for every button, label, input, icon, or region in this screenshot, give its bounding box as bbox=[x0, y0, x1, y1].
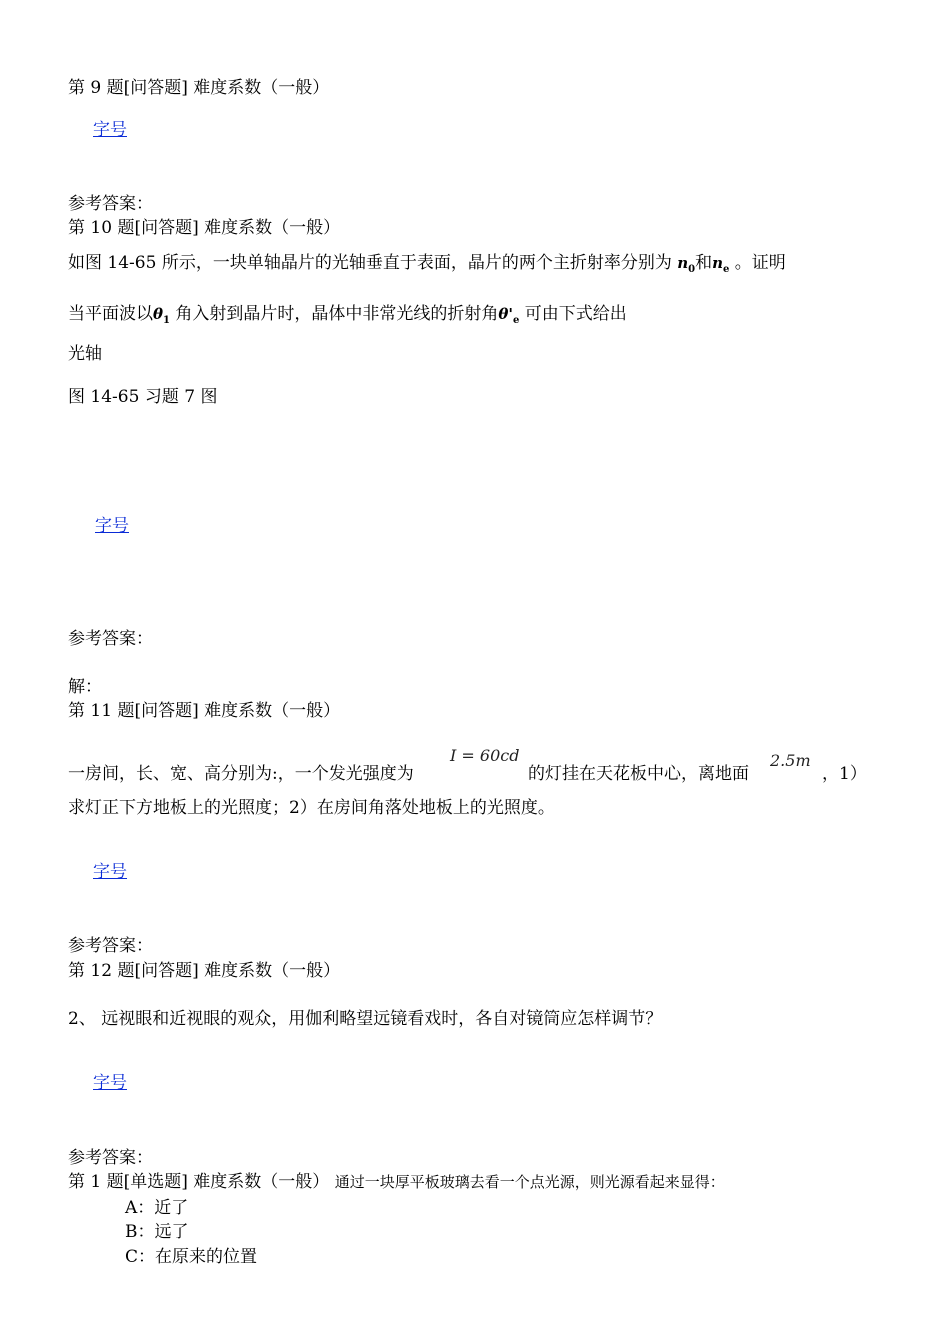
q1-option-b[interactable]: B：远了 bbox=[125, 1222, 189, 1242]
q11-line1-text-a: 一房间，长、宽、高分别为:，一个发光强度为 bbox=[68, 764, 414, 784]
q10-answer-label: 参考答案： bbox=[68, 629, 153, 649]
theta1-symbol: $\theta_1$ bbox=[153, 305, 170, 326]
q11-question-line1 bbox=[68, 762, 414, 786]
q10-line2-text-c: 可由下式给出 bbox=[524, 304, 627, 324]
q11-line1-text-c: ，1） bbox=[822, 764, 867, 784]
q12-font-size-link[interactable]: 字号 bbox=[93, 1073, 127, 1093]
q11-header: 第 11 题[问答题] 难度系数（一般） bbox=[68, 701, 341, 721]
height-formula: 2.5m bbox=[770, 751, 811, 770]
q10-solution-label: 解： bbox=[68, 677, 102, 697]
q10-axis-label: 光轴 bbox=[68, 344, 102, 364]
theta-e-symbol: $\theta'_e$ bbox=[498, 305, 520, 326]
q9-answer-label: 参考答案： bbox=[68, 194, 153, 214]
q10-line2-text-a: 当平面波以 bbox=[68, 304, 153, 324]
q1-option-a[interactable]: A：近了 bbox=[125, 1198, 189, 1218]
n0-symbol: $n_0$ bbox=[677, 254, 696, 275]
q1-option-c[interactable]: C：在原来的位置 bbox=[125, 1247, 258, 1267]
q10-line1-text-b: 和 bbox=[695, 253, 713, 273]
q12-question: 2、 远视眼和近视眼的观众，用伽利略望远镜看戏时，各自对镜筒应怎样调节？ bbox=[68, 1009, 663, 1029]
q10-font-size-link[interactable]: 字号 bbox=[95, 516, 129, 536]
q12-header: 第 12 题[问答题] 难度系数（一般） bbox=[68, 961, 341, 981]
q1-header-row bbox=[68, 1170, 725, 1194]
q9-header: 第 9 题[问答题] 难度系数（一般） bbox=[68, 78, 330, 98]
q12-answer-label: 参考答案： bbox=[68, 1148, 153, 1168]
q10-line1-text-c: 。证明 bbox=[734, 253, 786, 273]
q11-font-size-link[interactable]: 字号 bbox=[93, 862, 127, 882]
q10-question-line2 bbox=[68, 302, 627, 333]
q11-line1-text-b: 的灯挂在天花板中心，离地面 bbox=[528, 764, 749, 784]
q10-line2-text-b: 角入射到晶片时，晶体中非常光线的折射角 bbox=[175, 304, 499, 324]
q1-header: 第 1 题[单选题] 难度系数（一般） bbox=[68, 1172, 330, 1192]
q10-header: 第 10 题[问答题] 难度系数（一般） bbox=[68, 218, 341, 238]
q1-question: 通过一块厚平板玻璃去看一个点光源，则光源看起来显得： bbox=[334, 1173, 725, 1191]
ne-symbol: $n_e$ bbox=[712, 254, 730, 275]
q9-font-size-link[interactable]: 字号 bbox=[93, 120, 127, 140]
intensity-formula: I = 60cd bbox=[450, 746, 520, 765]
q10-figure-caption: 图 14-65 习题 7 图 bbox=[68, 387, 218, 407]
q10-line1-text-a: 如图 14-65 所示，一块单轴晶片的光轴垂直于表面，晶片的两个主折射率分别为 bbox=[68, 253, 672, 273]
q10-question-line1 bbox=[68, 251, 786, 282]
q11-question-line2: 求灯正下方地板上的光照度；2）在房间角落处地板上的光照度。 bbox=[68, 798, 555, 818]
q11-answer-label: 参考答案： bbox=[68, 936, 153, 956]
